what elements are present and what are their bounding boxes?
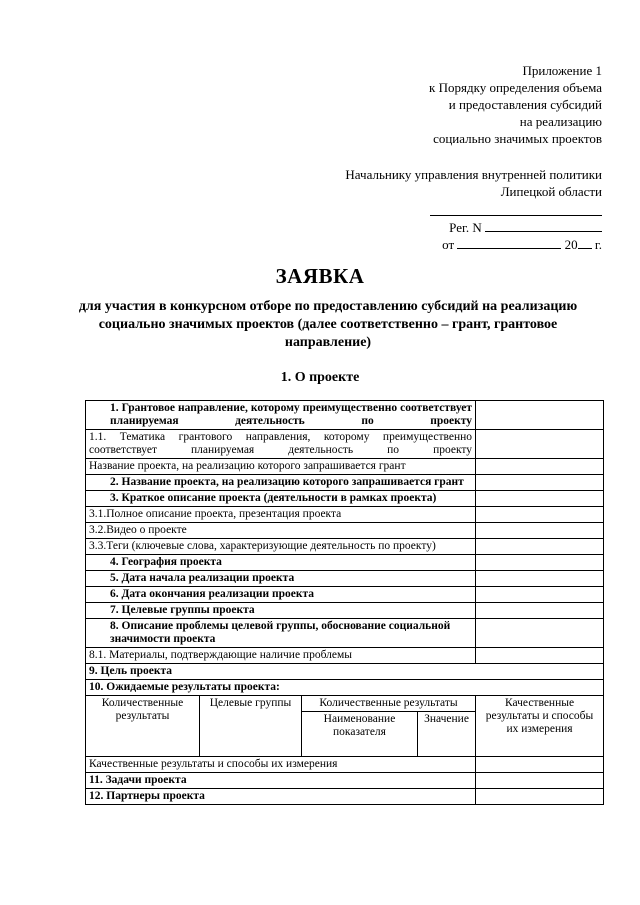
row-label: 10. Ожидаемые результаты проекта: xyxy=(86,680,604,696)
row-label: 3.1.Полное описание проекта, презентация проекта xyxy=(86,507,476,523)
registration-number xyxy=(449,219,602,236)
year-blank xyxy=(578,236,592,249)
table-row xyxy=(86,571,604,587)
table-row xyxy=(86,491,604,507)
row-value-cell[interactable] xyxy=(476,773,604,789)
row-label: 4. География проекта xyxy=(86,555,476,571)
row-label: Название проекта, на реализацию которого запрашивается грант xyxy=(86,459,476,475)
table-row xyxy=(86,789,604,805)
addressee-line: Липецкой области xyxy=(500,184,602,199)
row-value-cell[interactable] xyxy=(476,491,604,507)
project-info-table xyxy=(85,400,604,805)
row-label: 3.3.Теги (ключевые слова, характеризующие деятельность по проекту) xyxy=(86,539,476,555)
row-value-cell[interactable] xyxy=(476,648,604,664)
addressee-block xyxy=(345,166,602,200)
quantitative-group-header: Количественные результаты xyxy=(302,696,476,712)
row-value-cell[interactable] xyxy=(476,459,604,475)
row-label: 1.1. Тематика грантового направления, которому преимущественно соответствует планируемая деятельность по проекту xyxy=(86,430,476,459)
row-value-cell[interactable] xyxy=(476,789,604,805)
date-suffix: г. xyxy=(594,237,602,252)
table-row xyxy=(86,680,604,696)
row-label: 11. Задачи проекта xyxy=(86,773,476,789)
row-value-cell[interactable] xyxy=(476,507,604,523)
row-value-cell[interactable] xyxy=(476,401,604,430)
table-row xyxy=(86,773,604,789)
date-prefix: от xyxy=(442,237,455,252)
table-row xyxy=(86,459,604,475)
signature-line xyxy=(430,203,602,220)
date-blank xyxy=(457,236,561,249)
results-header-row xyxy=(86,696,604,712)
appendix-line: социально значимых проектов xyxy=(433,131,602,146)
appendix-line: на реализацию xyxy=(519,114,602,129)
quantitative-results-header: Количественные результаты xyxy=(86,696,200,757)
row-label: 2. Название проекта, на реализацию которого запрашивается грант xyxy=(86,475,476,491)
row-label: 9. Цель проекта xyxy=(86,664,604,680)
table-row xyxy=(86,619,604,648)
row-value-cell[interactable] xyxy=(476,555,604,571)
qualitative-results-header: Качественные результаты и способы их измерения xyxy=(476,696,604,757)
appendix-reference xyxy=(429,62,602,147)
addressee-line: Начальнику управления внутренней политики xyxy=(345,167,602,182)
target-groups-header: Целевые группы xyxy=(200,696,302,757)
registration-date xyxy=(442,236,602,253)
row-label: 6. Дата окончания реализации проекта xyxy=(86,587,476,603)
table-row xyxy=(86,555,604,571)
row-label: 8. Описание проблемы целевой группы, обоснование социальной значимости проекта xyxy=(86,619,476,648)
row-value-cell[interactable] xyxy=(476,757,604,773)
appendix-line: и предоставления субсидий xyxy=(448,97,602,112)
table-row xyxy=(86,430,604,459)
row-label: 1. Грантовое направление, которому преимущественно соответствует планируемая деятельность по проекту xyxy=(86,401,476,430)
row-value-cell[interactable] xyxy=(476,603,604,619)
row-value-cell[interactable] xyxy=(476,430,604,459)
section-title: 1. О проекте xyxy=(280,370,360,385)
reg-number-blank xyxy=(485,219,602,232)
row-value-cell[interactable] xyxy=(476,587,604,603)
row-label: 3. Краткое описание проекта (деятельности в рамках проекта) xyxy=(86,491,476,507)
table-row xyxy=(86,507,604,523)
table-row xyxy=(86,603,604,619)
reg-label: Рег. N xyxy=(449,220,482,235)
row-label: 3.2.Видео о проекте xyxy=(86,523,476,539)
row-label: 12. Партнеры проекта xyxy=(86,789,476,805)
document-title: ЗАЯВКА xyxy=(275,264,365,288)
row-label: 7. Целевые группы проекта xyxy=(86,603,476,619)
table-row xyxy=(86,587,604,603)
table-row xyxy=(86,401,604,430)
row-value-cell[interactable] xyxy=(476,539,604,555)
table-row xyxy=(86,664,604,680)
row-value-cell[interactable] xyxy=(476,523,604,539)
table-row xyxy=(86,539,604,555)
row-label: Качественные результаты и способы их измерения xyxy=(86,757,476,773)
row-value-cell[interactable] xyxy=(476,475,604,491)
table-row xyxy=(86,523,604,539)
appendix-line: Приложение 1 xyxy=(522,63,602,78)
value-header: Значение xyxy=(418,712,476,757)
row-label: 8.1. Материалы, подтверждающие наличие проблемы xyxy=(86,648,476,664)
table-row xyxy=(86,475,604,491)
document-subtitle: для участия в конкурсном отборе по предоставлению субсидий на реализацию социально значимых проектов (далее соответственно – грант, грантовое направление) xyxy=(78,299,578,350)
row-value-cell[interactable] xyxy=(476,619,604,648)
indicator-name-header: Наименование показателя xyxy=(302,712,418,757)
appendix-line: к Порядку определения объема xyxy=(429,80,602,95)
date-year: 20 xyxy=(564,237,578,252)
row-label: 5. Дата начала реализации проекта xyxy=(86,571,476,587)
table-row xyxy=(86,648,604,664)
table-row xyxy=(86,757,604,773)
row-value-cell[interactable] xyxy=(476,571,604,587)
